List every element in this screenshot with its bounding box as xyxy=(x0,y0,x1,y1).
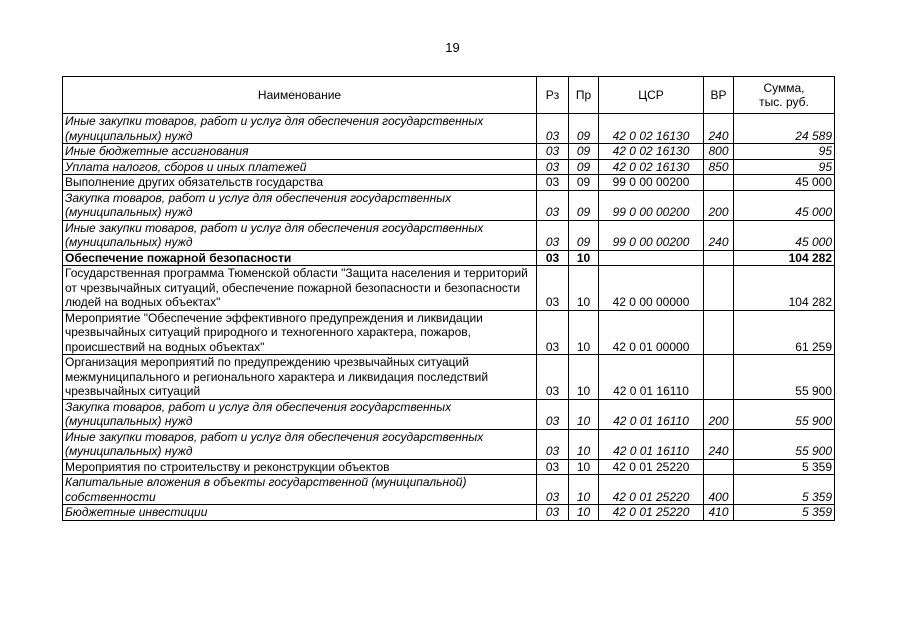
cell-name: Государственная программа Тюменской области "Защита населения и территорий от чрезвычайных ситуаций, обеспечение пожарной безопасности и безопасности людей на водных объектах" xyxy=(63,266,537,311)
cell-sum: 5 359 xyxy=(734,475,835,505)
cell-rz: 03 xyxy=(537,429,569,459)
cell-csr: 42 0 02 16130 xyxy=(599,144,704,160)
cell-vr xyxy=(704,459,734,475)
cell-vr: 400 xyxy=(704,475,734,505)
cell-pr: 10 xyxy=(569,399,599,429)
budget-table xyxy=(62,76,835,521)
cell-pr: 09 xyxy=(569,114,599,144)
table-row xyxy=(63,190,835,220)
header-csr: ЦСР xyxy=(599,77,704,114)
header-vr: ВР xyxy=(704,77,734,114)
cell-sum: 45 000 xyxy=(734,190,835,220)
cell-vr xyxy=(704,250,734,266)
table-row xyxy=(63,250,835,266)
cell-pr: 10 xyxy=(569,475,599,505)
table-row xyxy=(63,399,835,429)
cell-csr: 42 0 02 16130 xyxy=(599,114,704,144)
cell-pr: 10 xyxy=(569,266,599,311)
cell-rz: 03 xyxy=(537,159,569,175)
cell-name: Капитальные вложения в объекты государственной (муниципальной) собственности xyxy=(63,475,537,505)
cell-sum: 95 xyxy=(734,159,835,175)
cell-sum: 55 900 xyxy=(734,399,835,429)
cell-sum: 45 000 xyxy=(734,175,835,191)
cell-vr xyxy=(704,310,734,355)
cell-pr: 10 xyxy=(569,310,599,355)
cell-vr: 240 xyxy=(704,114,734,144)
cell-name: Уплата налогов, сборов и иных платежей xyxy=(63,159,537,175)
table-row xyxy=(63,475,835,505)
cell-pr: 09 xyxy=(569,220,599,250)
table-row xyxy=(63,459,835,475)
cell-name: Выполнение других обязательств государства xyxy=(63,175,537,191)
table-row xyxy=(63,355,835,400)
cell-csr: 42 0 01 25220 xyxy=(599,459,704,475)
cell-rz: 03 xyxy=(537,505,569,521)
cell-name: Закупка товаров, работ и услуг для обеспечения государственных (муниципальных) нужд xyxy=(63,190,537,220)
cell-rz: 03 xyxy=(537,114,569,144)
cell-pr: 10 xyxy=(569,459,599,475)
cell-sum: 24 589 xyxy=(734,114,835,144)
header-pr: Пр xyxy=(569,77,599,114)
cell-vr xyxy=(704,355,734,400)
cell-rz: 03 xyxy=(537,190,569,220)
table-header-row xyxy=(63,77,835,114)
cell-name: Закупка товаров, работ и услуг для обеспечения государственных (муниципальных) нужд xyxy=(63,399,537,429)
cell-rz: 03 xyxy=(537,310,569,355)
cell-name: Иные закупки товаров, работ и услуг для обеспечения государственных (муниципальных) нужд xyxy=(63,429,537,459)
table-row xyxy=(63,220,835,250)
cell-vr: 410 xyxy=(704,505,734,521)
cell-csr: 99 0 00 00200 xyxy=(599,175,704,191)
cell-rz: 03 xyxy=(537,399,569,429)
table-row xyxy=(63,175,835,191)
cell-name: Иные закупки товаров, работ и услуг для обеспечения государственных (муниципальных) нужд xyxy=(63,220,537,250)
cell-csr: 99 0 00 00200 xyxy=(599,190,704,220)
cell-vr: 240 xyxy=(704,429,734,459)
cell-sum: 5 359 xyxy=(734,505,835,521)
cell-sum: 5 359 xyxy=(734,459,835,475)
cell-rz: 03 xyxy=(537,355,569,400)
cell-pr: 09 xyxy=(569,159,599,175)
cell-pr: 09 xyxy=(569,175,599,191)
cell-rz: 03 xyxy=(537,475,569,505)
cell-vr: 200 xyxy=(704,190,734,220)
cell-csr: 42 0 01 16110 xyxy=(599,399,704,429)
cell-name: Мероприятие "Обеспечение эффективного предупреждения и ликвидации чрезвычайных ситуаций природного и техногенного характера, пожаров, происшествий на водных объектах" xyxy=(63,310,537,355)
cell-name: Организация мероприятий по предупреждению чрезвычайных ситуаций межмуниципального и регионального характера и ликвидация последствий чрезвычайных ситуаций xyxy=(63,355,537,400)
cell-pr: 10 xyxy=(569,355,599,400)
cell-name: Обеспечение пожарной безопасности xyxy=(63,250,537,266)
cell-csr: 42 0 00 00000 xyxy=(599,266,704,311)
cell-rz: 03 xyxy=(537,220,569,250)
cell-pr: 10 xyxy=(569,429,599,459)
cell-rz: 03 xyxy=(537,250,569,266)
cell-vr xyxy=(704,175,734,191)
cell-pr: 09 xyxy=(569,144,599,160)
table-row xyxy=(63,310,835,355)
page-number: 19 xyxy=(445,40,460,55)
cell-csr: 42 0 01 25220 xyxy=(599,475,704,505)
cell-vr: 800 xyxy=(704,144,734,160)
cell-vr: 850 xyxy=(704,159,734,175)
cell-name: Иные бюджетные ассигнования xyxy=(63,144,537,160)
cell-pr: 10 xyxy=(569,250,599,266)
cell-sum: 104 282 xyxy=(734,266,835,311)
table-row xyxy=(63,144,835,160)
table-row xyxy=(63,505,835,521)
cell-csr: 42 0 01 25220 xyxy=(599,505,704,521)
cell-csr: 99 0 00 00200 xyxy=(599,220,704,250)
cell-rz: 03 xyxy=(537,144,569,160)
cell-sum: 55 900 xyxy=(734,355,835,400)
table-row xyxy=(63,266,835,311)
cell-sum: 55 900 xyxy=(734,429,835,459)
cell-csr: 42 0 01 16110 xyxy=(599,355,704,400)
cell-sum: 95 xyxy=(734,144,835,160)
table-row xyxy=(63,429,835,459)
cell-csr: 42 0 01 16110 xyxy=(599,429,704,459)
table-row xyxy=(63,159,835,175)
cell-csr: 42 0 01 00000 xyxy=(599,310,704,355)
cell-rz: 03 xyxy=(537,459,569,475)
cell-csr: 42 0 02 16130 xyxy=(599,159,704,175)
cell-pr: 09 xyxy=(569,190,599,220)
cell-sum: 45 000 xyxy=(734,220,835,250)
cell-vr: 240 xyxy=(704,220,734,250)
header-sum: Сумма, тыс. руб. xyxy=(734,77,835,114)
table-row xyxy=(63,114,835,144)
header-rz: Рз xyxy=(537,77,569,114)
header-name: Наименование xyxy=(63,77,537,114)
cell-rz: 03 xyxy=(537,175,569,191)
cell-rz: 03 xyxy=(537,266,569,311)
cell-vr xyxy=(704,266,734,311)
cell-sum: 104 282 xyxy=(734,250,835,266)
cell-vr: 200 xyxy=(704,399,734,429)
cell-name: Мероприятия по строительству и реконструкции объектов xyxy=(63,459,537,475)
cell-csr xyxy=(599,250,704,266)
cell-pr: 10 xyxy=(569,505,599,521)
cell-name: Бюджетные инвестиции xyxy=(63,505,537,521)
cell-name: Иные закупки товаров, работ и услуг для обеспечения государственных (муниципальных) нужд xyxy=(63,114,537,144)
cell-sum: 61 259 xyxy=(734,310,835,355)
